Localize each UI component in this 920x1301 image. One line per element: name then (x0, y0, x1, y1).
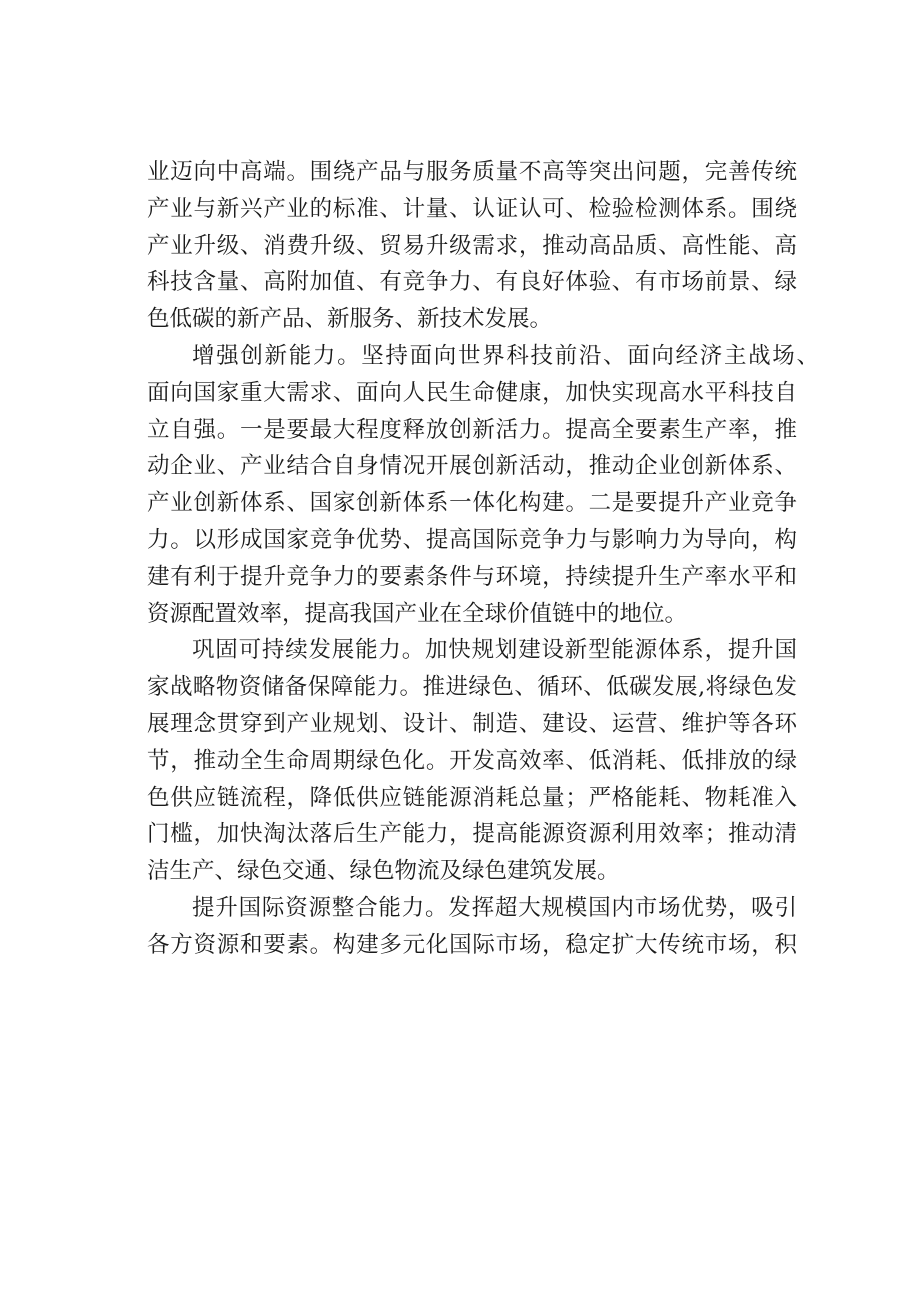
text-line: 节，推动全生命周期绿色化。开发高效率、低消耗、低排放的绿 (147, 747, 797, 774)
paragraph-international-resources (147, 890, 797, 964)
text-line: 产业升级、消费升级、贸易升级需求，推动高品质、高性能、高 (147, 232, 797, 259)
text-line: 门槛，加快淘汰落后生产能力，提高能源资源利用效率；推动清 (147, 821, 797, 848)
text-line: 科技含量、高附加值、有竞争力、有良好体验、有市场前景、绿 (147, 269, 797, 296)
text-line: 展理念贯穿到产业规划、设计、制造、建设、运营、维护等各环 (147, 710, 797, 737)
text-line: 洁生产、绿色交通、绿色物流及绿色建筑发展。 (147, 858, 620, 885)
text-line: 色供应链流程，降低供应链能源消耗总量；严格能耗、物耗准入 (147, 784, 797, 811)
text-line: 面向国家重大需求、面向人民生命健康，加快实现高水平科技自 (147, 379, 797, 406)
text-line: 提升国际资源整合能力。发挥超大规模国内市场优势，吸引 (192, 894, 797, 921)
text-line: 力。以形成国家竞争优势、提高国际竞争力与影响力为导向，构 (147, 526, 797, 553)
text-line: 立自强。一是要最大程度释放创新活力。提高全要素生产率，推 (147, 416, 797, 443)
text-line: 色低碳的新产品、新服务、新技术发展。 (147, 306, 553, 333)
text-line: 巩固可持续发展能力。加快规划建设新型能源体系，提升国 (192, 637, 797, 664)
paragraph-innovation (147, 338, 819, 632)
text-line: 产业与新兴产业的标准、计量、认证认可、检验检测体系。围绕 (147, 195, 797, 222)
paragraph-sustainability (147, 632, 797, 890)
text-line: 建有利于提升竞争力的要素条件与环境，持续提升生产率水平和 (147, 563, 797, 590)
text-line: 资源配置效率，提高我国产业在全球价值链中的地位。 (147, 600, 688, 627)
body-text (147, 154, 819, 964)
paragraph-product-quality (147, 154, 797, 338)
text-line: 业迈向中高端。围绕产品与服务质量不高等突出问题，完善传统 (147, 159, 797, 185)
text-line: 家战略物资储备保障能力。推进绿色、循环、低碳发展,将绿色发 (147, 674, 797, 701)
text-line: 动企业、产业结合自身情况开展创新活动，推动企业创新体系、 (147, 453, 797, 480)
text-line: 各方资源和要素。构建多元化国际市场，稳定扩大传统市场，积 (147, 931, 797, 958)
text-line: 增强创新能力。坚持面向世界科技前沿、面向经济主战场、 (192, 342, 819, 369)
text-line: 产业创新体系、国家创新体系一体化构建。二是要提升产业竞争 (147, 490, 797, 517)
